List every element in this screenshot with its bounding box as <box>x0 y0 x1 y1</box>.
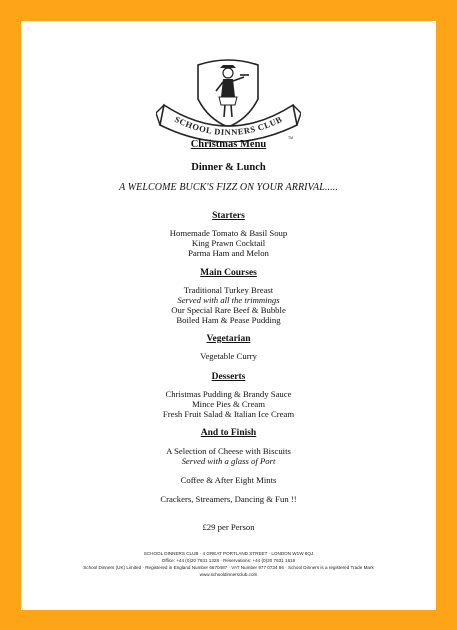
menu-subtitle: Dinner & Lunch <box>191 162 266 173</box>
vegetarian-heading: Vegetarian <box>206 334 251 344</box>
finish-item: Crackers, Streamers, Dancing & Fun !! <box>160 494 297 504</box>
main-courses-heading: Main Courses <box>200 268 257 278</box>
and-to-finish-heading: And to Finish <box>200 428 257 438</box>
vegetarian-item: Vegetable Curry <box>200 351 257 361</box>
footer-address: SCHOOL DINNERS CLUB · 4 GREAT PORTLAND STREET · LONDON W1W 8QJ <box>143 551 314 556</box>
finish-item-note: Served with a glass of Port <box>181 456 276 466</box>
svg-text:TM: TM <box>288 136 294 140</box>
main-item: Boiled Ham & Pease Pudding <box>176 315 281 325</box>
price: £29 per Person <box>202 522 255 532</box>
school-dinners-club-logo <box>156 47 301 142</box>
dessert-item: Mince Pies & Cream <box>191 399 266 409</box>
welcome-line: A WELCOME BUCK'S FIZZ ON YOUR ARRIVAL..... <box>119 182 338 193</box>
starters-heading: Starters <box>212 211 245 221</box>
starter-item: King Prawn Cocktail <box>191 238 266 248</box>
desserts-heading: Desserts <box>211 372 246 382</box>
finish-item: A Selection of Cheese with Biscuits <box>166 446 291 456</box>
dessert-item: Christmas Pudding & Brandy Sauce <box>165 389 292 399</box>
finish-item: Coffee & After Eight Mints <box>180 475 277 485</box>
main-item: Our Special Rare Beef & Bubble <box>171 305 286 315</box>
main-item-note: Served with all the trimmings <box>177 295 280 305</box>
footer-phone: Office: +44 (0)20 7631 1328 · Reservations: +44 (0)20 7631 1616 <box>161 558 296 563</box>
main-item: Traditional Turkey Breast <box>183 285 274 295</box>
menu-title: Christmas Menu <box>190 139 267 150</box>
footer-website: www.schooldinnersclub.com <box>199 572 258 577</box>
starter-item: Homemade Tomato & Basil Soup <box>169 228 288 238</box>
footer-legal: School Dinners (UK) Limited · Registered in England Number 6670487 · VAT Number 977 0734 86 · School Dinners is a registered Trade Mark <box>83 565 374 570</box>
starter-item: Parma Ham and Melon <box>188 248 269 258</box>
dessert-item: Fresh Fruit Salad & Italian Ice Cream <box>162 409 295 419</box>
menu-page <box>21 21 436 610</box>
logo-text: SCHOOL DINNERS CLUB <box>173 113 284 138</box>
